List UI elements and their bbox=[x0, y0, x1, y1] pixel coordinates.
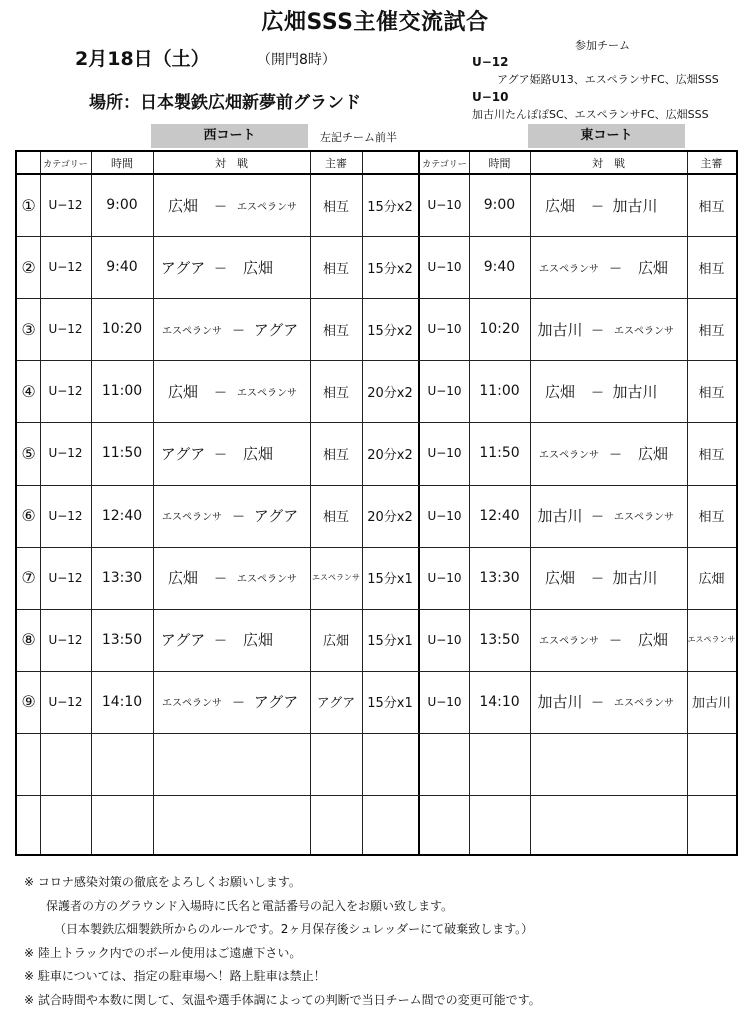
versus-dash: — bbox=[610, 633, 621, 647]
home-team: 広畑 bbox=[167, 569, 198, 588]
versus-dash: — bbox=[592, 322, 603, 336]
west-referee: エスペランサ bbox=[312, 573, 360, 583]
match-number: ② bbox=[21, 257, 36, 277]
home-team: 加古川 bbox=[537, 693, 583, 712]
east-referee: 相互 bbox=[698, 261, 725, 277]
away-team: アグア bbox=[253, 507, 299, 526]
west-match bbox=[153, 174, 310, 236]
east-category: U−10 bbox=[427, 632, 462, 647]
east-category: U−10 bbox=[427, 198, 462, 213]
east-time: 13:50 bbox=[479, 631, 520, 648]
east-time: 9:00 bbox=[483, 197, 516, 214]
away-team: エスペランサ bbox=[237, 201, 297, 213]
west-time: 9:00 bbox=[106, 197, 138, 214]
away-team: 広畑 bbox=[242, 258, 273, 277]
note-line: （日本製鉄広畑製鉄所からのルールです。2ヶ月保存後シュレッダーにて破棄致します。） bbox=[54, 922, 534, 936]
versus-dash: — bbox=[592, 198, 603, 212]
west-time: 9:40 bbox=[106, 259, 138, 276]
versus-dash: — bbox=[215, 260, 226, 274]
header-match-east: 対 戦 bbox=[592, 157, 625, 170]
west-court-note: 左記チーム前半 bbox=[320, 131, 397, 144]
versus-dash: — bbox=[610, 446, 621, 460]
west-match bbox=[153, 609, 310, 671]
west-category: U−12 bbox=[48, 322, 83, 337]
away-team: エスペランサ bbox=[237, 574, 297, 586]
table-row bbox=[17, 671, 736, 733]
east-referee: エスペランサ bbox=[687, 635, 736, 645]
away-team: 広畑 bbox=[637, 444, 668, 463]
versus-dash: — bbox=[215, 384, 226, 398]
west-time: 12:40 bbox=[101, 507, 143, 524]
east-category: U−10 bbox=[427, 570, 462, 585]
away-team: 加古川 bbox=[612, 196, 658, 215]
versus-dash: — bbox=[233, 695, 244, 709]
versus-dash: — bbox=[215, 633, 226, 647]
away-team: エスペランサ bbox=[614, 698, 674, 710]
table-row bbox=[17, 609, 736, 671]
west-duration: 15分x1 bbox=[367, 696, 413, 712]
west-referee: 相互 bbox=[322, 261, 349, 277]
versus-dash: — bbox=[610, 260, 621, 274]
away-team: 広畑 bbox=[637, 258, 668, 277]
header-category-east: カテゴリー bbox=[422, 159, 467, 170]
match-number: ④ bbox=[21, 381, 36, 401]
page-title: 広畑SSS主催交流試合 bbox=[261, 10, 489, 35]
match-number: ⑥ bbox=[21, 506, 36, 526]
home-team: 広畑 bbox=[167, 196, 198, 215]
schedule-table bbox=[15, 150, 738, 856]
west-match bbox=[153, 236, 310, 298]
west-referee: 相互 bbox=[322, 385, 349, 401]
east-match bbox=[530, 485, 687, 547]
home-team: アグア bbox=[160, 444, 206, 463]
home-team: 広畑 bbox=[544, 196, 575, 215]
east-time: 13:30 bbox=[479, 569, 520, 586]
home-team: エスペランサ bbox=[162, 512, 222, 524]
west-time: 10:20 bbox=[101, 321, 143, 338]
west-category: U−12 bbox=[48, 198, 83, 213]
west-duration: 15分x2 bbox=[367, 199, 413, 215]
west-court-label: 西コート bbox=[151, 124, 308, 148]
table-row bbox=[17, 174, 736, 236]
east-category: U−10 bbox=[427, 322, 462, 337]
east-match bbox=[530, 671, 687, 733]
participants-title: 参加チーム bbox=[575, 39, 630, 52]
west-referee: 相互 bbox=[322, 510, 349, 526]
away-team: エスペランサ bbox=[614, 325, 674, 337]
west-duration: 15分x2 bbox=[367, 261, 413, 277]
west-time: 11:50 bbox=[101, 445, 143, 462]
notes bbox=[24, 871, 541, 1012]
versus-dash: — bbox=[215, 571, 226, 585]
match-number: ③ bbox=[21, 319, 36, 339]
away-team: 広畑 bbox=[242, 444, 273, 463]
note-line: 保護者の方のグラウンド入場時に氏名と電話番号の記入をお願い致します。 bbox=[46, 898, 454, 913]
note-line: ※ 陸上トラック内でのボール使用はご遠慮下さい。 bbox=[24, 945, 302, 960]
away-team: エスペランサ bbox=[614, 512, 674, 524]
west-time: 14:10 bbox=[101, 693, 143, 710]
west-category: U−12 bbox=[48, 570, 83, 585]
note-line: ※ コロナ感染対策の徹底をよろしくお願いします。 bbox=[24, 875, 301, 889]
home-team: エスペランサ bbox=[539, 636, 599, 648]
east-time: 14:10 bbox=[479, 693, 520, 710]
east-category: U−10 bbox=[427, 384, 462, 399]
away-team: アグア bbox=[253, 693, 299, 712]
away-team: 広畑 bbox=[242, 631, 273, 650]
away-team: 加古川 bbox=[612, 382, 658, 401]
category-label-u12: U−12 bbox=[472, 55, 509, 69]
east-match bbox=[530, 298, 687, 360]
east-match bbox=[530, 360, 687, 422]
event-date: 2月18日（土） bbox=[75, 48, 210, 70]
header-category-west: カテゴリー bbox=[43, 159, 88, 170]
header-time-east: 時間 bbox=[488, 157, 511, 170]
west-match bbox=[153, 422, 310, 484]
table-row bbox=[17, 236, 736, 298]
west-time: 13:30 bbox=[101, 569, 143, 586]
west-match bbox=[153, 671, 310, 733]
east-referee: 広畑 bbox=[698, 572, 725, 588]
table-header-row bbox=[17, 152, 736, 174]
versus-dash: — bbox=[592, 509, 603, 523]
table-row bbox=[17, 360, 736, 422]
teams-u10: 加古川たんぽぽSC、エスペランサFC、広畑SSS bbox=[472, 108, 709, 121]
table-row bbox=[17, 547, 736, 609]
east-referee: 相互 bbox=[698, 447, 725, 463]
west-duration: 15分x1 bbox=[367, 572, 413, 588]
grid-horizontal-line bbox=[17, 795, 736, 796]
note-line: ※ 駐車については、指定の駐車場へ！路上駐車は禁止！ bbox=[24, 969, 326, 983]
west-duration: 20分x2 bbox=[367, 510, 413, 526]
versus-dash: — bbox=[215, 198, 226, 212]
grid-horizontal-line bbox=[17, 733, 736, 734]
versus-dash: — bbox=[233, 509, 244, 523]
home-team: アグア bbox=[160, 258, 206, 277]
east-referee: 相互 bbox=[698, 199, 725, 215]
home-team: エスペランサ bbox=[162, 698, 222, 710]
east-time: 11:50 bbox=[479, 445, 520, 462]
east-match bbox=[530, 174, 687, 236]
east-referee: 加古川 bbox=[691, 696, 731, 712]
header-referee-west: 主審 bbox=[325, 157, 347, 170]
east-time: 11:00 bbox=[479, 383, 520, 400]
west-category: U−12 bbox=[48, 694, 83, 709]
west-referee: 相互 bbox=[322, 199, 349, 215]
venue: 場所：日本製鉄広畑新夢前グランド bbox=[89, 93, 361, 113]
header-time-west: 時間 bbox=[111, 157, 133, 170]
versus-dash: — bbox=[592, 384, 603, 398]
table-row bbox=[17, 298, 736, 360]
away-team: 加古川 bbox=[612, 569, 658, 588]
match-number: ① bbox=[21, 195, 36, 215]
home-team: アグア bbox=[160, 631, 206, 650]
east-category: U−10 bbox=[427, 260, 462, 275]
east-match bbox=[530, 609, 687, 671]
home-team: 加古川 bbox=[537, 507, 583, 526]
east-referee: 相互 bbox=[698, 385, 725, 401]
east-time: 9:40 bbox=[483, 259, 516, 276]
match-number: ⑧ bbox=[21, 630, 36, 650]
east-match bbox=[530, 422, 687, 484]
versus-dash: — bbox=[592, 695, 603, 709]
away-team: エスペランサ bbox=[237, 387, 297, 399]
west-duration: 20分x2 bbox=[367, 385, 413, 401]
east-time: 12:40 bbox=[479, 507, 520, 524]
west-referee: 相互 bbox=[322, 323, 349, 339]
west-category: U−12 bbox=[48, 632, 83, 647]
versus-dash: — bbox=[592, 571, 603, 585]
west-duration: 15分x1 bbox=[367, 634, 413, 650]
away-team: 広畑 bbox=[637, 631, 668, 650]
east-category: U−10 bbox=[427, 694, 462, 709]
match-number: ⑨ bbox=[21, 692, 36, 712]
category-label-u10: U−10 bbox=[472, 90, 509, 104]
header-match-west: 対 戦 bbox=[215, 157, 248, 170]
west-category: U−12 bbox=[48, 260, 83, 275]
home-team: エスペランサ bbox=[539, 449, 599, 461]
home-team: エスペランサ bbox=[539, 263, 599, 275]
east-court-label: 東コート bbox=[528, 124, 685, 148]
east-match bbox=[530, 236, 687, 298]
west-category: U−12 bbox=[48, 508, 83, 523]
west-referee: アグア bbox=[316, 696, 356, 712]
west-match bbox=[153, 547, 310, 609]
west-duration: 20分x2 bbox=[367, 447, 413, 463]
away-team: アグア bbox=[253, 320, 299, 339]
match-number: ⑤ bbox=[21, 443, 36, 463]
west-referee: 広畑 bbox=[322, 634, 349, 650]
west-time: 13:50 bbox=[101, 631, 143, 648]
home-team: 広畑 bbox=[167, 382, 198, 401]
west-match bbox=[153, 298, 310, 360]
match-number: ⑦ bbox=[21, 568, 36, 588]
note-line: ※ 試合時間や本数に関して、気温や選手体調によっての判断で当日チーム間での変更可能です。 bbox=[24, 992, 541, 1007]
teams-u12: アグア姫路U13、エスペランサFC、広畑SSS bbox=[497, 73, 719, 86]
east-category: U−10 bbox=[427, 508, 462, 523]
versus-dash: — bbox=[233, 322, 244, 336]
table-row bbox=[17, 485, 736, 547]
versus-dash: — bbox=[215, 446, 226, 460]
west-category: U−12 bbox=[48, 446, 83, 461]
east-referee: 相互 bbox=[698, 323, 725, 339]
home-team: 広畑 bbox=[544, 382, 575, 401]
east-referee: 相互 bbox=[698, 510, 725, 526]
table-row bbox=[17, 422, 736, 484]
east-time: 10:20 bbox=[479, 321, 520, 338]
west-match bbox=[153, 360, 310, 422]
west-time: 11:00 bbox=[101, 383, 143, 400]
gate-open-time: （開門8時） bbox=[257, 52, 336, 68]
east-match bbox=[530, 547, 687, 609]
west-referee: 相互 bbox=[322, 447, 349, 463]
west-match bbox=[153, 485, 310, 547]
home-team: 広畑 bbox=[544, 569, 575, 588]
west-category: U−12 bbox=[48, 384, 83, 399]
home-team: エスペランサ bbox=[162, 325, 222, 337]
home-team: 加古川 bbox=[537, 320, 583, 339]
header-referee-east: 主審 bbox=[700, 157, 723, 170]
east-category: U−10 bbox=[427, 446, 462, 461]
west-duration: 15分x2 bbox=[367, 323, 413, 339]
